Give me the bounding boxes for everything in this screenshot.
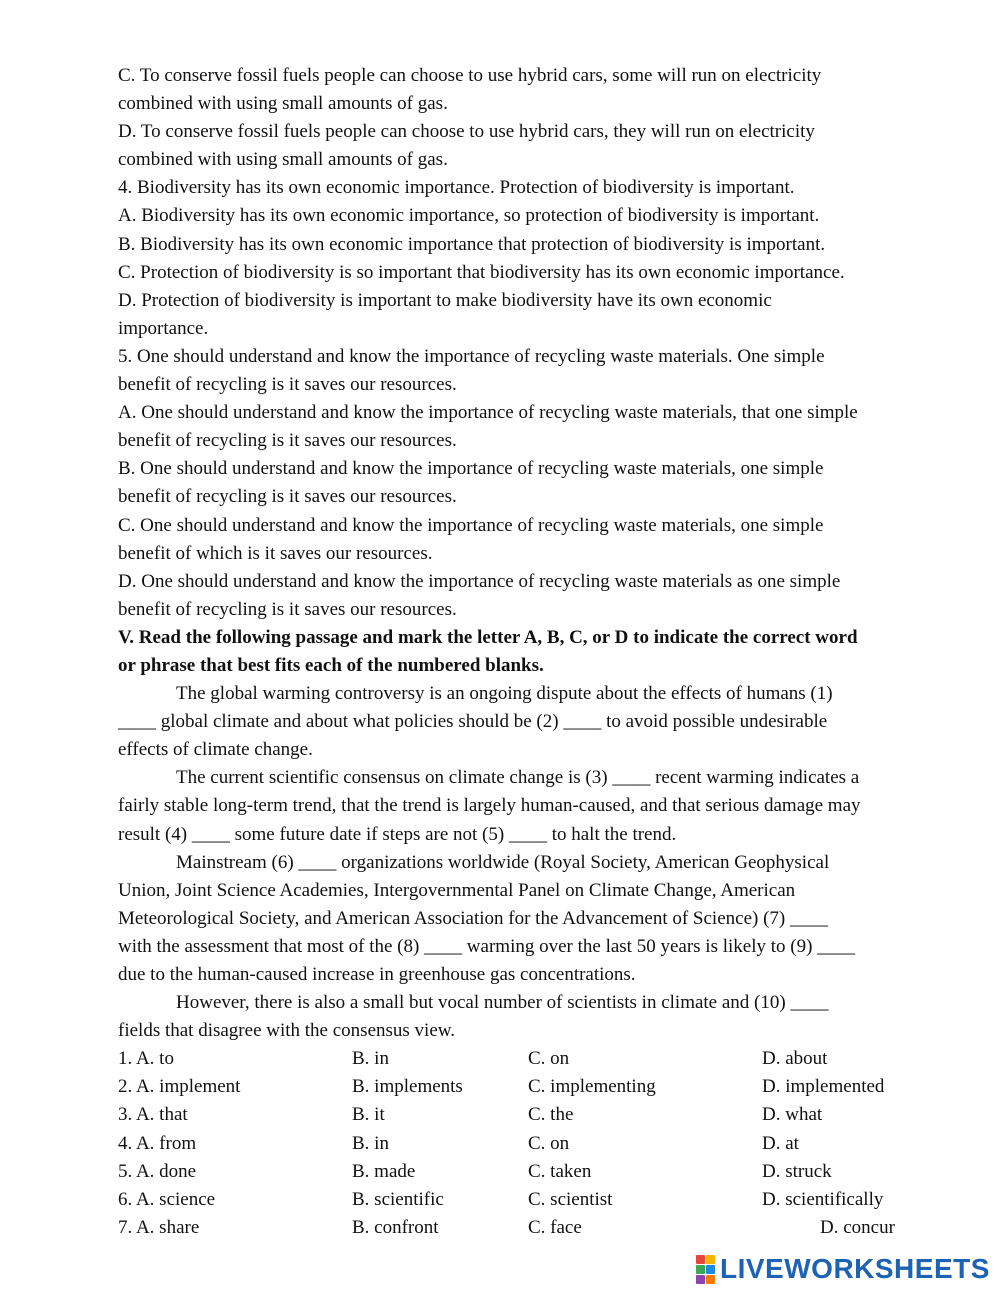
logo-tile xyxy=(696,1275,705,1284)
question-5-option-c: C. One should understand and know the importance of recycling waste materials, one simple xyxy=(118,514,824,536)
option-7c: C. face xyxy=(528,1216,582,1238)
passage-line: due to the human-caused increase in greenhouse gas concentrations. xyxy=(118,964,636,985)
passage-paragraph-3: Mainstream (6) ____ organizations worldwide (Royal Society, American Geophysical xyxy=(176,851,830,873)
passage-line: fields that disagree with the consensus view. xyxy=(118,1020,455,1042)
section-heading: V. Read the following passage and mark the letter A, B, C, or D to indicate the correct word xyxy=(118,626,858,648)
text-line: benefit of recycling is it saves our resources. xyxy=(118,598,457,620)
question-5-option-a: A. One should understand and know the importance of recycling waste materials, that one simple xyxy=(118,402,858,424)
passage-line: result (4) ____ some future date if steps are not (5) ____ to halt the trend. xyxy=(118,823,677,845)
question-5-option-b: B. One should understand and know the importance of recycling waste materials, one simple xyxy=(118,458,824,480)
text-line: benefit of recycling is it saves our resources. xyxy=(118,486,457,508)
options-row-4 xyxy=(118,1130,958,1158)
option-5c: C. taken xyxy=(528,1160,592,1182)
option-5b: B. made xyxy=(352,1160,416,1182)
option-4b: B. in xyxy=(352,1132,389,1154)
option-1b: B. in xyxy=(352,1048,389,1070)
passage-line: ____ global climate and about what policies should be (2) ____ to avoid possible undesirable xyxy=(118,711,828,733)
question-4-option-d: D. Protection of biodiversity is important to make biodiversity have its own economic xyxy=(118,289,772,311)
text-line: benefit of recycling is it saves our resources. xyxy=(118,374,457,396)
options-row-1 xyxy=(118,1045,958,1073)
text-line: combined with using small amounts of gas. xyxy=(118,149,448,171)
logo-tiles-icon xyxy=(696,1255,715,1284)
answer-option-3d: D. To conserve fossil fuels people can choose to use hybrid cars, they will run on electricity xyxy=(118,121,815,143)
option-3c: C. the xyxy=(528,1104,574,1126)
worksheet-page xyxy=(118,62,958,1242)
option-7b: B. confront xyxy=(352,1216,439,1238)
option-5d: D. struck xyxy=(762,1160,832,1182)
question-5-option-d: D. One should understand and know the importance of recycling waste materials as one simple xyxy=(118,570,841,592)
option-2d: D. implemented xyxy=(762,1076,885,1098)
passage-paragraph-4: However, there is also a small but vocal number of scientists in climate and (10) ____ xyxy=(176,992,829,1014)
answer-option-4c-cont: C. To conserve fossil fuels people can choose to use hybrid cars, some will run on electricity xyxy=(118,65,822,86)
option-7d: D. concur xyxy=(820,1216,895,1238)
option-3b: B. it xyxy=(352,1104,385,1126)
logo-tile xyxy=(696,1265,705,1274)
question-4-option-a: A. Biodiversity has its own economic importance, so protection of biodiversity is important. xyxy=(118,205,820,227)
logo-tile xyxy=(706,1265,715,1274)
option-2c: C. implementing xyxy=(528,1076,656,1098)
option-3a: 3. A. that xyxy=(118,1104,188,1126)
options-row-5 xyxy=(118,1158,958,1186)
liveworksheets-logo[interactable] xyxy=(696,1252,990,1286)
option-6b: B. scientific xyxy=(352,1188,444,1210)
passage-paragraph-1: The global warming controversy is an ongoing dispute about the effects of humans (1) xyxy=(176,683,833,705)
passage-line: with the assessment that most of the (8) ____ warming over the last 50 years is likely to (9) ____ xyxy=(118,935,856,957)
options-row-6 xyxy=(118,1186,958,1214)
option-6c: C. scientist xyxy=(528,1188,613,1210)
option-6d: D. scientifically xyxy=(762,1188,884,1210)
option-5a: 5. A. done xyxy=(118,1160,197,1182)
option-1a: 1. A. to xyxy=(118,1048,174,1070)
text-line: combined with using small amounts of gas. xyxy=(118,93,448,115)
option-2a: 2. A. implement xyxy=(118,1076,241,1098)
question-4-option-b: B. Biodiversity has its own economic importance that protection of biodiversity is important. xyxy=(118,233,826,255)
logo-tile xyxy=(706,1255,715,1264)
options-row-7 xyxy=(118,1214,958,1242)
option-2b: B. implements xyxy=(352,1076,463,1098)
logo-tile xyxy=(706,1275,715,1284)
section-heading-cont: or phrase that best fits each of the numbered blanks. xyxy=(118,654,544,676)
question-4: 4. Biodiversity has its own economic importance. Protection of biodiversity is important. xyxy=(118,177,795,199)
option-4a: 4. A. from xyxy=(118,1132,197,1154)
question-4-option-c: C. Protection of biodiversity is so important that biodiversity has its own economic importance. xyxy=(118,261,845,283)
option-3d: D. what xyxy=(762,1104,823,1126)
passage-line: effects of climate change. xyxy=(118,739,313,761)
text-line: importance. xyxy=(118,317,209,339)
option-4c: C. on xyxy=(528,1132,570,1154)
passage-paragraph-2: The current scientific consensus on climate change is (3) ____ recent warming indicates a xyxy=(176,767,860,789)
text-line: benefit of recycling is it saves our resources. xyxy=(118,430,457,452)
option-7a: 7. A. share xyxy=(118,1216,200,1238)
options-row-2 xyxy=(118,1073,958,1101)
options-row-3 xyxy=(118,1101,958,1129)
question-5: 5. One should understand and know the importance of recycling waste materials. One simple xyxy=(118,345,825,367)
brand-name: LIVEWORKSHEETS xyxy=(720,1253,990,1284)
option-1c: C. on xyxy=(528,1048,570,1070)
passage-line: Meteorological Society, and American Association for the Advancement of Science) (7) ____ xyxy=(118,907,828,929)
logo-tile xyxy=(696,1255,705,1264)
passage-line: Union, Joint Science Academies, Intergovernmental Panel on Climate Change, American xyxy=(118,879,796,901)
option-1d: D. about xyxy=(762,1048,828,1070)
text-line: benefit of which is it saves our resources. xyxy=(118,542,433,564)
option-4d: D. at xyxy=(762,1132,799,1154)
option-6a: 6. A. science xyxy=(118,1188,216,1210)
passage-line: fairly stable long-term trend, that the trend is largely human-caused, and that serious damage may xyxy=(118,795,861,817)
